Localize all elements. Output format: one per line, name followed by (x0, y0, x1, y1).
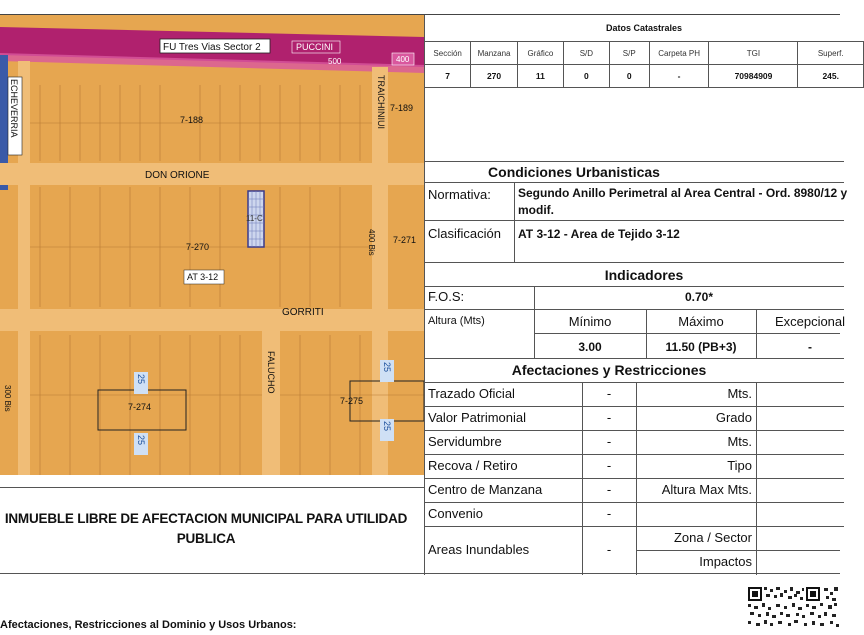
excepcional-value: - (808, 340, 812, 354)
qr-code (746, 585, 840, 630)
afectaciones-footer-text: Afectaciones, Restricciones al Dominio y Usos Urbanos: (0, 619, 297, 631)
fos-value: 0.70* (684, 290, 714, 304)
row-line (424, 382, 844, 383)
catastro-value: 245. (798, 65, 864, 88)
catastro-header: Sección (425, 42, 471, 65)
catastro-header: S/P (609, 42, 649, 65)
row-line (424, 478, 844, 479)
map-street-irala: TRAICHINIUI (376, 75, 386, 129)
afectacion-label: Trazado Oficial (428, 386, 515, 401)
afectacion-label: Servidumbre (428, 434, 502, 449)
map-num-500: 500 (328, 57, 342, 66)
qr-code-graphic (746, 585, 840, 630)
row-line (424, 161, 844, 162)
catastro-value: 11 (517, 65, 563, 88)
row-line (424, 430, 844, 431)
excepcional-label: Excepcional (774, 314, 846, 329)
map-parcel-number: 11-C (246, 214, 263, 223)
map-block-7274: 7-274 (128, 402, 152, 412)
catastro-header: Manzana (471, 42, 517, 65)
row-line (424, 502, 844, 503)
condiciones-title: Condiciones Urbanisticas (488, 164, 660, 180)
inundables-label: Areas Inundables (428, 542, 530, 557)
map-num-400-top: 400 (396, 55, 410, 64)
afectacion-value: - (606, 410, 612, 425)
col-line (514, 182, 515, 262)
catastro-header: Carpeta PH (649, 42, 709, 65)
map-street-gorriti: GORRITI (282, 307, 324, 318)
afectacion-unit: Mts. (727, 434, 752, 449)
indicadores-title: Indicadores (604, 267, 684, 283)
normativa-value: Segundo Anillo Perimetral al Area Central - Ord. 8980/12 y modif. (518, 186, 848, 217)
catastro-table (424, 15, 864, 88)
afectacion-value: - (606, 506, 612, 521)
map-num-300bis: 300 Bis (3, 385, 12, 412)
map-street-falucho: FALUCHO (266, 351, 276, 394)
impactos-label: Impactos (699, 554, 752, 569)
panel-left-border (424, 15, 425, 575)
catastro-header: TGI (709, 42, 798, 65)
map-block-7188: 7-188 (180, 115, 204, 125)
afectacion-unit: Tipo (727, 458, 752, 473)
afectacion-label: Centro de Manzana (428, 482, 543, 497)
altura-label: Altura (Mts) (428, 315, 485, 327)
row-line (424, 406, 844, 407)
clasificacion-label: Clasificación (428, 226, 501, 241)
catastro-header: Superf. (798, 42, 864, 65)
afectacion-value: - (606, 482, 612, 497)
catastro-value: 7 (425, 65, 471, 88)
map-zone-label: FU Tres Vias Sector 2 (163, 42, 261, 53)
afectacion-unit: Mts. (727, 386, 752, 401)
catastro-value: 270 (471, 65, 517, 88)
afectacion-value: - (606, 386, 612, 401)
afectacion-unit: Altura Max Mts. (661, 482, 752, 497)
catastro-value: 0 (609, 65, 649, 88)
normativa-label: Normativa: (428, 187, 491, 202)
data-panel (424, 14, 848, 575)
row-line (424, 262, 844, 263)
row-line (636, 550, 840, 551)
minimo-value: 3.00 (578, 340, 602, 354)
row-line (534, 333, 840, 334)
catastro-value: - (649, 65, 709, 88)
caption-top-rule (0, 487, 424, 488)
row-line (424, 220, 844, 221)
map-street-don-orione: DON ORIONE (145, 170, 210, 181)
map-street-puccini: PUCCINI (296, 42, 334, 52)
afectaciones-title: Afectaciones y Restricciones (511, 362, 707, 378)
map-dim-25-a: 25 (136, 374, 146, 385)
afectacion-value: - (606, 458, 612, 473)
caption-text: INMUEBLE LIBRE DE AFECTACION MUNICIPAL PARA UTILIDAD PUBLICA (4, 511, 408, 546)
map-block-7275: 7-275 (340, 396, 364, 406)
row-line (424, 309, 844, 310)
row-line (424, 286, 844, 287)
catastro-header: S/D (564, 42, 610, 65)
minimo-label: Mínimo (568, 314, 612, 329)
clasificacion-value: AT 3-12 - Area de Tejido 3-12 (518, 227, 680, 241)
catastro-header-row (425, 42, 864, 65)
catastro-value-row (425, 65, 864, 88)
map-dim-25-c: 25 (382, 362, 392, 373)
catastro-header: Gráfico (517, 42, 563, 65)
row-line (424, 182, 844, 183)
map-dim-25-b: 25 (136, 435, 146, 446)
maximo-value: 11.50 (PB+3) (665, 340, 737, 354)
afectacion-label: Recova / Retiro (428, 458, 518, 473)
afectacion-value: - (606, 434, 612, 449)
map-dim-25-d: 25 (382, 421, 392, 432)
map-num-400bis: 400 Bis (367, 229, 376, 256)
map-block-7189: 7-189 (390, 103, 414, 113)
afectacion-unit: Grado (715, 410, 752, 425)
map-drawing (0, 15, 424, 475)
map-at-label: AT 3-12 (187, 272, 219, 282)
row-line (424, 358, 844, 359)
afectacion-label: Valor Patrimonial (428, 410, 527, 425)
row-line (424, 526, 844, 527)
inundables-value: - (606, 542, 612, 557)
zona-label: Zona / Sector (673, 530, 752, 545)
map-block-7270: 7-270 (186, 242, 210, 252)
maximo-label: Máximo (678, 314, 724, 329)
map-block-7271: 7-271 (393, 235, 417, 245)
row-line (424, 454, 844, 455)
fos-label: F.O.S: (428, 289, 465, 304)
catastro-value: 70984909 (709, 65, 798, 88)
catastro-title: Datos Catastrales (605, 23, 683, 33)
catastro-value: 0 (564, 65, 610, 88)
afectacion-label: Convenio (428, 506, 483, 521)
map-street-echeverria: ECHEVERRIA (9, 79, 19, 138)
cadastral-map (0, 14, 425, 475)
